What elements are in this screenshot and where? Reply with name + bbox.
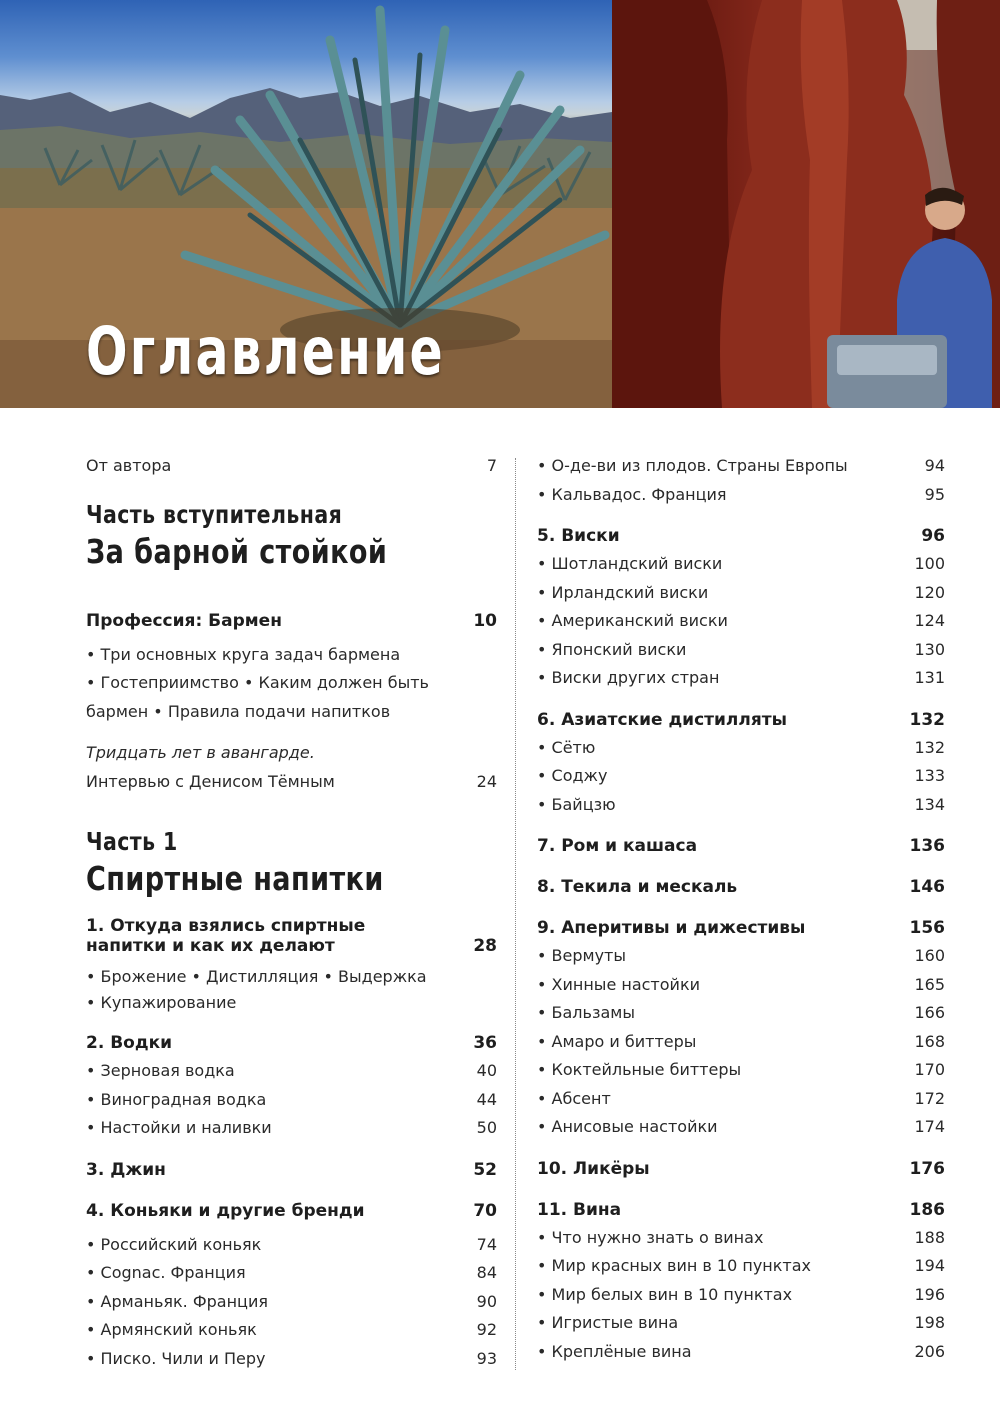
toc-chapter-9[interactable] [537, 914, 945, 942]
page-number: 132 [914, 737, 945, 757]
toc-item[interactable] [537, 481, 945, 510]
part-label: Часть вступительная [86, 499, 343, 529]
toc-item-label: • Ирландский виски [537, 582, 709, 602]
toc-left-column [86, 452, 497, 1373]
chapter-label: 11. Вина [537, 1199, 622, 1220]
page-number: 170 [914, 1060, 945, 1079]
page-number: 198 [914, 1313, 945, 1332]
toc-item[interactable] [86, 1114, 497, 1143]
page-number: 156 [909, 918, 945, 938]
toc-item-label: • Шотландский виски [537, 554, 723, 573]
page-number: 188 [914, 1227, 945, 1247]
toc-item[interactable] [86, 1259, 497, 1288]
page-number: 10 [473, 610, 497, 631]
part-heading-1 [86, 826, 423, 900]
toc-item-label: • Байцзю [537, 794, 616, 814]
page-number: 36 [473, 1033, 497, 1053]
toc-item[interactable] [537, 1113, 945, 1142]
copper-stills-illustration [612, 0, 1000, 408]
toc-item-label: • Вермуты [537, 946, 626, 965]
toc-item[interactable] [537, 971, 945, 1000]
part-heading-intro [86, 499, 423, 573]
page-number: 120 [914, 582, 945, 602]
page-number: 165 [914, 974, 945, 994]
page-number: 133 [914, 766, 945, 785]
toc-entry-interview[interactable] [86, 739, 497, 796]
chapter-label: 9. Аперитивы и дижестивы [537, 918, 806, 938]
toc-chapter-6[interactable] [537, 706, 945, 734]
subtopics-ch1 [86, 964, 497, 1016]
chapter-label: 3. Джин [86, 1159, 166, 1180]
page-number: 94 [924, 456, 945, 475]
toc-item[interactable] [537, 636, 945, 665]
toc-item[interactable] [537, 791, 945, 820]
page-number: 130 [914, 639, 945, 659]
page-number: 93 [476, 1348, 497, 1368]
toc-item[interactable] [537, 452, 945, 481]
chapter-label: 5. Виски [537, 526, 620, 546]
toc-item-label: • Российский коньяк [86, 1234, 262, 1254]
page-number: 172 [914, 1088, 945, 1108]
toc-item[interactable] [537, 1085, 945, 1114]
toc-chapter-7[interactable] [537, 832, 945, 860]
toc-item-label: • Соджу [537, 766, 608, 785]
toc-item-label: • Виноградная водка [86, 1089, 267, 1109]
toc-item[interactable] [86, 1288, 497, 1317]
page-number: 84 [476, 1263, 497, 1282]
page-number: 174 [914, 1117, 945, 1136]
part-label: Часть 1 [86, 827, 178, 856]
toc-item[interactable] [86, 1345, 497, 1374]
toc-entry-author[interactable] [86, 452, 497, 481]
page-number: 176 [909, 1158, 945, 1179]
header-banner [0, 0, 1000, 408]
subtopic-line: • Брожение • Дистилляция • Выдержка [86, 967, 427, 986]
column-divider [515, 458, 516, 1370]
toc-item[interactable] [537, 1056, 945, 1085]
toc-item-label: • Абсент [537, 1088, 611, 1108]
toc-right-column [537, 452, 945, 1366]
toc-item-label: • Игристые вина [537, 1313, 679, 1332]
toc-item[interactable] [537, 1338, 945, 1367]
chapter-label: 2. Водки [86, 1033, 173, 1053]
subtopic-line: бармен • Правила подачи напитков [86, 701, 391, 721]
toc-chapter-10[interactable] [537, 1155, 945, 1183]
part-title: За барной стойкой [86, 531, 388, 571]
toc-item[interactable] [86, 1086, 497, 1115]
toc-item-label: • Что нужно знать о винах [537, 1227, 764, 1247]
page-number: 196 [914, 1284, 945, 1304]
page-number: 100 [914, 554, 945, 573]
interview-title: Тридцать лет в авангарде. [86, 743, 315, 762]
chapter-label: 6. Азиатские дистилляты [537, 709, 787, 730]
toc-item-label: • Арманьяк. Франция [86, 1291, 268, 1311]
toc-item-label: • Креплёные вина [537, 1341, 692, 1361]
page-number: 186 [909, 1199, 945, 1220]
toc-item-label: • Коктейльные биттеры [537, 1060, 742, 1079]
part-title: Спиртные напитки [86, 859, 384, 898]
toc-item[interactable] [537, 607, 945, 636]
page-number: 70 [473, 1200, 497, 1221]
copper-stills-photo [612, 0, 1000, 408]
interview-subtitle: Интервью с Денисом Тёмным [86, 771, 335, 791]
page-number: 136 [909, 836, 945, 856]
page-number: 166 [914, 1003, 945, 1022]
toc-item[interactable] [537, 664, 945, 693]
toc-item-label: • Амаро и биттеры [537, 1031, 697, 1051]
toc-chapter-2[interactable] [86, 1029, 497, 1057]
toc-item-label: • Cognac. Франция [86, 1263, 246, 1282]
page-number: 7 [486, 456, 497, 475]
page-number: 74 [476, 1234, 497, 1254]
page-number: 92 [476, 1320, 497, 1339]
toc-item[interactable] [537, 734, 945, 763]
subtopic-line: • Три основных круга задач бармена [86, 644, 401, 664]
toc-item[interactable] [86, 1231, 497, 1260]
chapter-label: 4. Коньяки и другие бренди [86, 1200, 365, 1221]
toc-item[interactable] [537, 762, 945, 791]
toc-item[interactable] [537, 942, 945, 971]
page-number: 40 [476, 1061, 497, 1080]
toc-item[interactable] [86, 1057, 497, 1086]
toc-item[interactable] [537, 1281, 945, 1310]
toc-item[interactable] [537, 1224, 945, 1253]
toc-item-label: • Зерновая водка [86, 1061, 235, 1080]
page-number: 90 [476, 1291, 497, 1311]
toc-chapter-11[interactable] [537, 1196, 945, 1224]
toc-item[interactable] [537, 999, 945, 1028]
chapter-label: 8. Текила и мескаль [537, 877, 738, 897]
toc-item-label: • Армянский коньяк [86, 1320, 257, 1339]
toc-chapter-4[interactable] [86, 1197, 497, 1225]
page-title: Оглавление [86, 313, 445, 390]
toc-item-label: • Японский виски [537, 639, 687, 659]
toc-chapter-5[interactable] [537, 522, 945, 550]
toc-item-label: • Писко. Чили и Перу [86, 1348, 266, 1368]
chapter-label-cont: напитки и как их делают [86, 936, 335, 956]
subtopic-line: • Купажирование [86, 993, 237, 1012]
toc-item-label: • Хинные настойки [537, 974, 700, 994]
chapter-label: 10. Ликёры [537, 1158, 650, 1179]
page-number: 194 [914, 1256, 945, 1275]
chapter-label: 7. Ром и кашаса [537, 836, 698, 856]
toc-item-label: • Бальзамы [537, 1003, 635, 1022]
page-number: 95 [924, 484, 945, 504]
toc-item[interactable] [537, 1028, 945, 1057]
toc-item[interactable] [537, 1252, 945, 1281]
toc-item-label: • О-де-ви из плодов. Страны Европы [537, 456, 848, 475]
toc-item-label: • Американский виски [537, 611, 728, 630]
toc-item[interactable] [537, 1309, 945, 1338]
toc-chapter-3[interactable] [86, 1156, 497, 1184]
toc-item-label: • Настойки и наливки [86, 1118, 272, 1137]
page-number: 96 [921, 526, 945, 546]
page-number: 124 [914, 611, 945, 630]
chapter-label: Профессия: Бармен [86, 610, 282, 631]
subtopics-barman [86, 641, 497, 727]
toc-item-label: • Анисовые настойки [537, 1117, 718, 1136]
page-number: 52 [473, 1159, 497, 1180]
page-number: 131 [914, 668, 945, 687]
page-number: 24 [476, 771, 497, 791]
subtopic-line: • Гостеприимство • Каким должен быть [86, 673, 429, 692]
toc-entry-label: От автора [86, 456, 172, 475]
chapter-label: 1. Откуда взялись спиртные [86, 916, 366, 936]
page-number: 134 [914, 794, 945, 814]
page-number: 44 [476, 1089, 497, 1109]
page-number: 50 [476, 1118, 497, 1137]
toc-item-label: • Мир белых вин в 10 пунктах [537, 1284, 793, 1304]
page-number: 28 [473, 936, 497, 956]
page-number: 132 [909, 709, 945, 730]
toc-chapter-8[interactable] [537, 873, 945, 901]
page-number: 168 [914, 1031, 945, 1051]
toc-item[interactable] [537, 550, 945, 579]
toc-chapter-1[interactable] [86, 916, 497, 956]
page-number: 146 [909, 877, 945, 897]
toc-item[interactable] [537, 579, 945, 608]
toc-item-label: • Сётю [537, 737, 596, 757]
page-number: 206 [914, 1341, 945, 1361]
toc-item[interactable] [86, 1316, 497, 1345]
toc-item-label: • Кальвадос. Франция [537, 484, 727, 504]
toc-item-label: • Мир красных вин в 10 пунктах [537, 1256, 812, 1275]
page-number: 160 [914, 946, 945, 965]
toc-item-label: • Виски других стран [537, 668, 720, 687]
toc-chapter-barman[interactable] [86, 607, 497, 635]
